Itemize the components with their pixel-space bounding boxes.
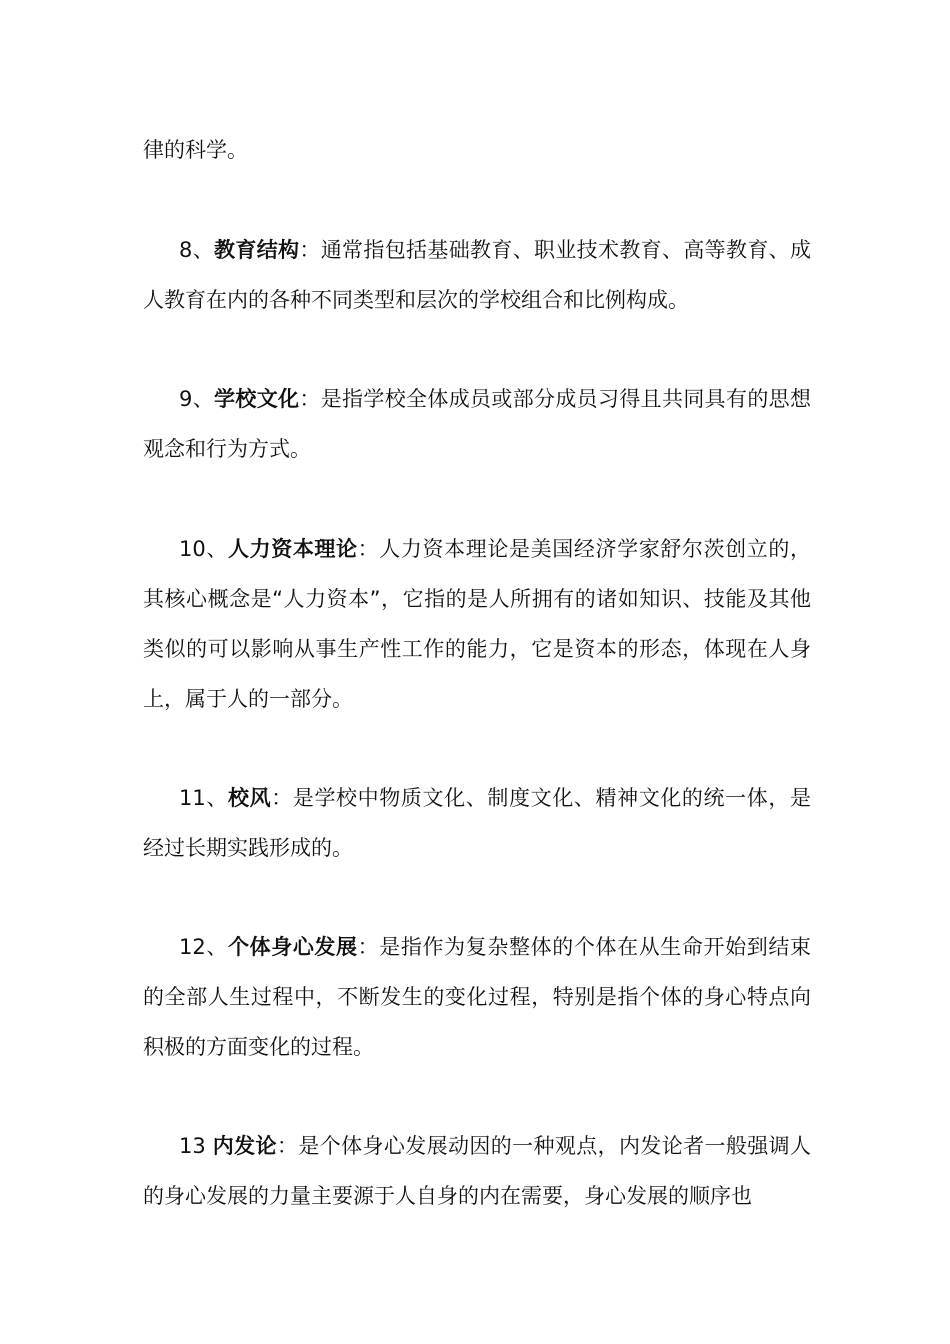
paragraph-definition-9 [143,374,811,474]
term-title: 内发论 [212,1134,277,1158]
paragraph-text: 是指作为复杂整体的个体在从生命开始到结束的全部人生过程中，不断发生的变化过程，特别是指个体的身心特点向积极的方面变化的过程。 [143,935,812,1059]
paragraph-definition-13 [143,1121,811,1221]
paragraph-number: 11、 [179,786,228,810]
term-title: 个体身心发展 [227,935,358,959]
term-separator: ： [276,1134,299,1158]
paragraph-definition-8 [143,225,811,325]
paragraph-definition-11 [143,773,811,873]
paragraph-continuation [143,125,811,175]
term-separator: ： [299,387,321,411]
paragraph-number: 13 [179,1134,213,1158]
term-title: 教育结构 [214,238,300,262]
paragraph-text: 是学校中物质文化、制度文化、精神文化的统一体，是经过长期实践形成的。 [143,786,812,860]
term-title: 人力资本理论 [227,537,358,561]
paragraph-definition-10 [143,524,811,724]
paragraph-text: 人力资本理论是美国经济学家舒尔茨创立的，其核心概念是“人力资本”，它指的是人所拥有的诸如知识、技能及其他类似的可以影响从事生产性工作的能力，它是资本的形态，体现在人身上，属于人的一部分。 [143,537,812,711]
paragraph-number: 8、 [179,238,215,262]
paragraph-number: 12、 [179,935,228,959]
term-separator: ： [357,935,380,959]
paragraph-number: 9、 [179,387,215,411]
paragraph-text: 通常指包括基础教育、职业技术教育、高等教育、成人教育在内的各种不同类型和层次的学校组合和比例构成。 [143,238,812,312]
term-separator: ： [357,537,380,561]
term-separator: ： [299,238,321,262]
paragraph-text: 律的科学。 [143,138,248,162]
term-title: 学校文化 [214,387,300,411]
term-separator: ： [271,786,293,810]
term-title: 校风 [227,786,272,810]
paragraph-text: 是个体身心发展动因的一种观点，内发论者一般强调人的身心发展的力量主要源于人自身的内在需要，身心发展的顺序也 [143,1134,812,1208]
paragraph-definition-12 [143,922,811,1072]
paragraph-number: 10、 [179,537,228,561]
paragraph-text: 是指学校全体成员或部分成员习得且共同具有的思想观念和行为方式。 [143,387,812,461]
